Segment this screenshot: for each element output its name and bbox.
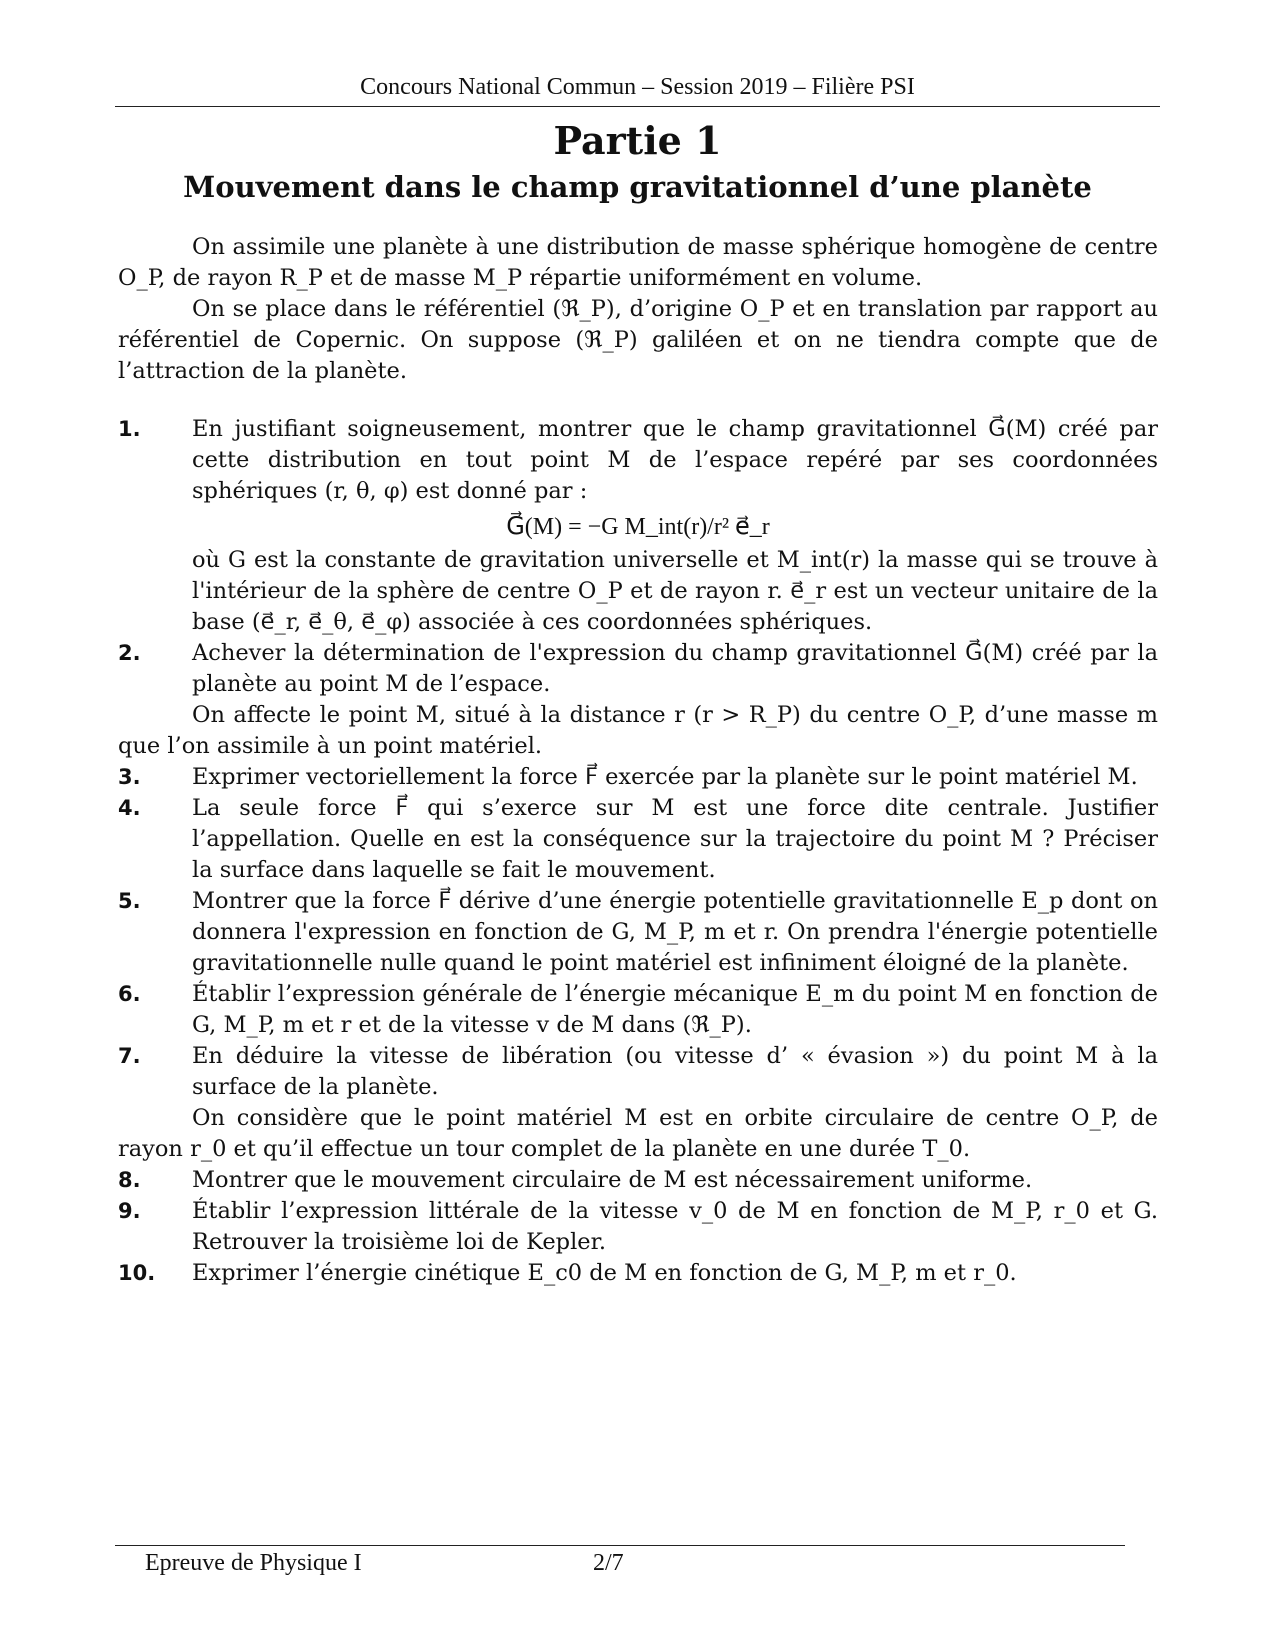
question-text: En justifiant soigneusement, montrer que le champ gravitationnel G⃗(M) créé par cette distribution en tout point M de l’espace repéré par ses coordonnées sphériques (r, θ, φ) est donné par : <box>192 416 1158 504</box>
context-paragraph-mass: On affecte le point M, situé à la distance r (r > R_P) du centre O_P, d’une masse m que l’on assimile à un point matériel. <box>118 702 1158 759</box>
question-number <box>118 545 192 638</box>
intro-paragraph-1: On assimile une planète à une distribution de masse sphérique homogène de centre O_P, de rayon R_P et de masse M_P répartie uniformément en volume. <box>118 234 1158 291</box>
page-footer <box>115 1545 1125 1576</box>
context-paragraph-orbit: On considère que le point matériel M est en orbite circulaire de centre O_P, de rayon r_0 et qu’il effectue un tour complet de la planète en une durée T_0. <box>118 1105 1158 1162</box>
question-text: Exprimer vectoriellement la force F⃗ exercée par la planète sur le point matériel M. <box>192 764 1138 790</box>
question-number: 6. <box>118 982 141 1006</box>
question-number: 8. <box>118 1168 141 1192</box>
part-title: Partie 1 <box>553 118 722 163</box>
gravitational-field-formula: G⃗(M) = −G M_int(r)/r² e⃗_r <box>506 514 770 540</box>
footer-page-number: 2/7 <box>593 1550 624 1576</box>
question-1-continued <box>118 545 1158 638</box>
question-7 <box>118 1041 1158 1103</box>
question-number: 1. <box>118 417 141 441</box>
question-9 <box>118 1196 1158 1258</box>
question-text: Établir l’expression littérale de la vitesse v_0 de M en fonction de M_P, r_0 et G. Retrouver la troisième loi de Kepler. <box>192 1198 1158 1255</box>
question-text: En déduire la vitesse de libération (ou vitesse d’ « évasion ») du point M à la surface de la planète. <box>192 1043 1158 1100</box>
question-1 <box>118 414 1158 507</box>
footer-exam-title: Epreuve de Physique I <box>145 1550 362 1576</box>
document-body <box>118 232 1158 1289</box>
question-text: Montrer que le mouvement circulaire de M est nécessairement uniforme. <box>192 1167 1033 1193</box>
question-number: 7. <box>118 1044 141 1068</box>
intro-paragraph-2: On se place dans le référentiel (ℜ_P), d’origine O_P et en translation par rapport au référentiel de Copernic. On suppose (ℜ_P) galiléen et on ne tiendra compte que de l’attraction de la planète. <box>118 296 1158 384</box>
question-text: où G est la constante de gravitation universelle et M_int(r) la masse qui se trouve à l'intérieur de la sphère de centre O_P et de rayon r. e⃗_r est un vecteur unitaire de la base (e⃗_r, e⃗_θ, e⃗_φ) associée à ces coordonnées sphériques. <box>192 547 1158 635</box>
part-subtitle: Mouvement dans le champ gravitationnel d’une planète <box>183 170 1092 204</box>
question-number: 4. <box>118 796 141 820</box>
question-2 <box>118 638 1158 700</box>
question-text: Achever la détermination de l'expression du champ gravitationnel G⃗(M) créé par la planète au point M de l’espace. <box>192 640 1158 697</box>
question-text: Exprimer l’énergie cinétique E_c0 de M en fonction de G, M_P, m et r_0. <box>192 1260 1017 1286</box>
question-number: 9. <box>118 1199 141 1223</box>
question-text: La seule force F⃗ qui s’exerce sur M est une force dite centrale. Justifier l’appellation. Quelle en est la conséquence sur la trajectoire du point M ? Préciser la surface dans laquelle se fait le mouvement. <box>192 795 1158 883</box>
question-8 <box>118 1165 1158 1196</box>
spacer <box>118 390 1158 414</box>
question-text: Établir l’expression générale de l’énergie mécanique E_m du point M en fonction de G, M_P, m et r et de la vitesse v de M dans (ℜ_P). <box>192 981 1158 1038</box>
question-6 <box>118 979 1158 1041</box>
question-5 <box>118 886 1158 979</box>
question-number: 10. <box>118 1261 156 1285</box>
question-number: 2. <box>118 641 141 665</box>
question-10 <box>118 1258 1158 1289</box>
question-text: Montrer que la force F⃗ dérive d’une énergie potentielle gravitationnelle E_p dont on donnera l'expression en fonction de G, M_P, m et r. On prendra l'énergie potentielle gravitationnelle nulle quand le point matériel est infiniment éloigné de la planète. <box>192 888 1158 976</box>
question-number: 3. <box>118 765 141 789</box>
question-number: 5. <box>118 889 141 913</box>
question-3 <box>118 762 1158 793</box>
question-4 <box>118 793 1158 886</box>
page-header: Concours National Commun – Session 2019 – Filière PSI <box>115 72 1160 107</box>
